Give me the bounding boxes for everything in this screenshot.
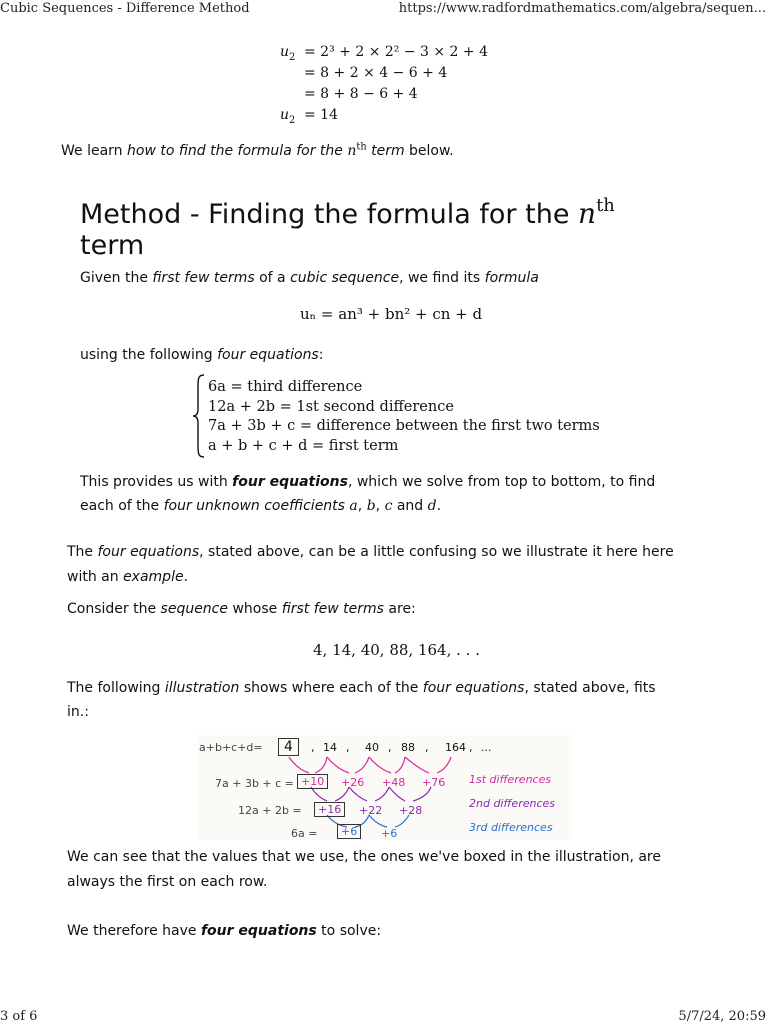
sequence-terms: 4, 14, 40, 88, 164, . . . — [313, 641, 480, 659]
legend-second-differences: 2nd differences — [469, 797, 556, 810]
eq-line-3: = 8 + 8 − 6 + 4 — [304, 86, 418, 102]
system-row-1: 6a = third difference — [208, 379, 363, 395]
general-formula: uₙ = an³ + bn² + cn + d — [300, 305, 483, 323]
coefficients-paragraph: each of the four unknown coefficients a, b, c and d. — [80, 498, 442, 514]
system-row-4: a + b + c + d = first term — [208, 437, 399, 454]
illustration-paragraph-line2: in.: — [67, 704, 89, 720]
example-paragraph-line1: The four equations, stated above, can be a little confusing so we illustrate it here here — [67, 544, 674, 560]
diff1-value: +26 — [341, 776, 365, 789]
term-14: 14 — [323, 741, 337, 754]
diff2-value: +28 — [399, 804, 423, 817]
method-heading: Method - Finding the formula for the $n^{th}$ term — [80, 195, 615, 261]
row0-label: a+b+c+d= — [199, 741, 263, 754]
provides-paragraph: This provides us with four equations, which we solve from top to bottom, to find — [80, 474, 656, 490]
diff2-value: +22 — [359, 804, 383, 817]
page-footer-datetime: 5/7/24, 20:59 — [678, 1009, 766, 1024]
legend-first-differences: 1st differences — [469, 773, 552, 786]
diff1-box: +10 — [297, 774, 328, 789]
row3-label: 6a = — [291, 827, 318, 840]
illustration-paragraph-line1: The following illustration shows where each of the four equations, stated above, fits — [67, 680, 656, 696]
consider-paragraph: Consider the sequence whose first few terms are: — [67, 601, 416, 617]
left-brace-icon — [192, 373, 206, 459]
u2-calculation: $u_2 = 2^3 + 2 \times 2^2 - 3 \times 2 + 4$ = 8 + 2 × 4 − 6 + 4 = 8 + 8 − 6 + 4 $u_2 = 14$ — [280, 44, 489, 126]
given-paragraph: Given the first few terms of a cubic sequence, we find its formula — [80, 270, 539, 286]
legend-third-differences: 3rd differences — [469, 821, 553, 834]
page-footer-number: 3 of 6 — [0, 1009, 38, 1024]
system-row-2: 12a + 2b = 1st second difference — [208, 398, 454, 415]
example-paragraph-line2: with an example. — [67, 569, 189, 585]
diff1-value: +76 — [422, 776, 446, 789]
page-header-title: Cubic Sequences - Difference Method — [0, 1, 250, 16]
term-40: 40 — [365, 741, 379, 754]
eq-line-2: = 8 + 2 × 4 − 6 + 4 — [304, 65, 448, 81]
system-row-3: 7a + 3b + c = difference between the first two terms — [208, 418, 600, 434]
observation-line1: We can see that the values that we use, the ones we've boxed in the illustration, are — [67, 849, 661, 865]
row1-label: 7a + 3b + c = — [215, 777, 294, 790]
row2-label: 12a + 2b = — [238, 804, 302, 817]
term-88: 88 — [401, 741, 415, 754]
diff3-value: +6 — [381, 827, 398, 840]
first-term-box: 4 — [278, 738, 299, 756]
diff3-box: +6 — [337, 824, 361, 839]
eq-line-4: = 14 — [304, 107, 338, 123]
diff1-value: +48 — [382, 776, 406, 789]
solve-paragraph: We therefore have four equations to solve: — [67, 923, 382, 939]
observation-line2: always the first on each row. — [67, 874, 268, 890]
page-header-url: https://www.radfordmathematics.com/algebra/sequen... — [398, 1, 766, 16]
term-164: 164 — [445, 741, 466, 754]
eq-line-1: = 2³ + 2 × 2² − 3 × 2 + 4 — [304, 44, 489, 60]
using-paragraph: using the following four equations: — [80, 347, 324, 363]
intro-paragraph: We learn how to find the formula for the $n^{th}$ term below. — [61, 141, 454, 159]
diff2-box: +16 — [314, 802, 345, 817]
difference-illustration: a+b+c+d= 4 , 14 , 40 , 88 , 164 , ... 7a + 3b + c = +10 +26 +48 +76 12a + 2b = +16 +22 +28 6a = +6 +6 1st differences 2nd differences 3rd differences — [197, 735, 572, 840]
